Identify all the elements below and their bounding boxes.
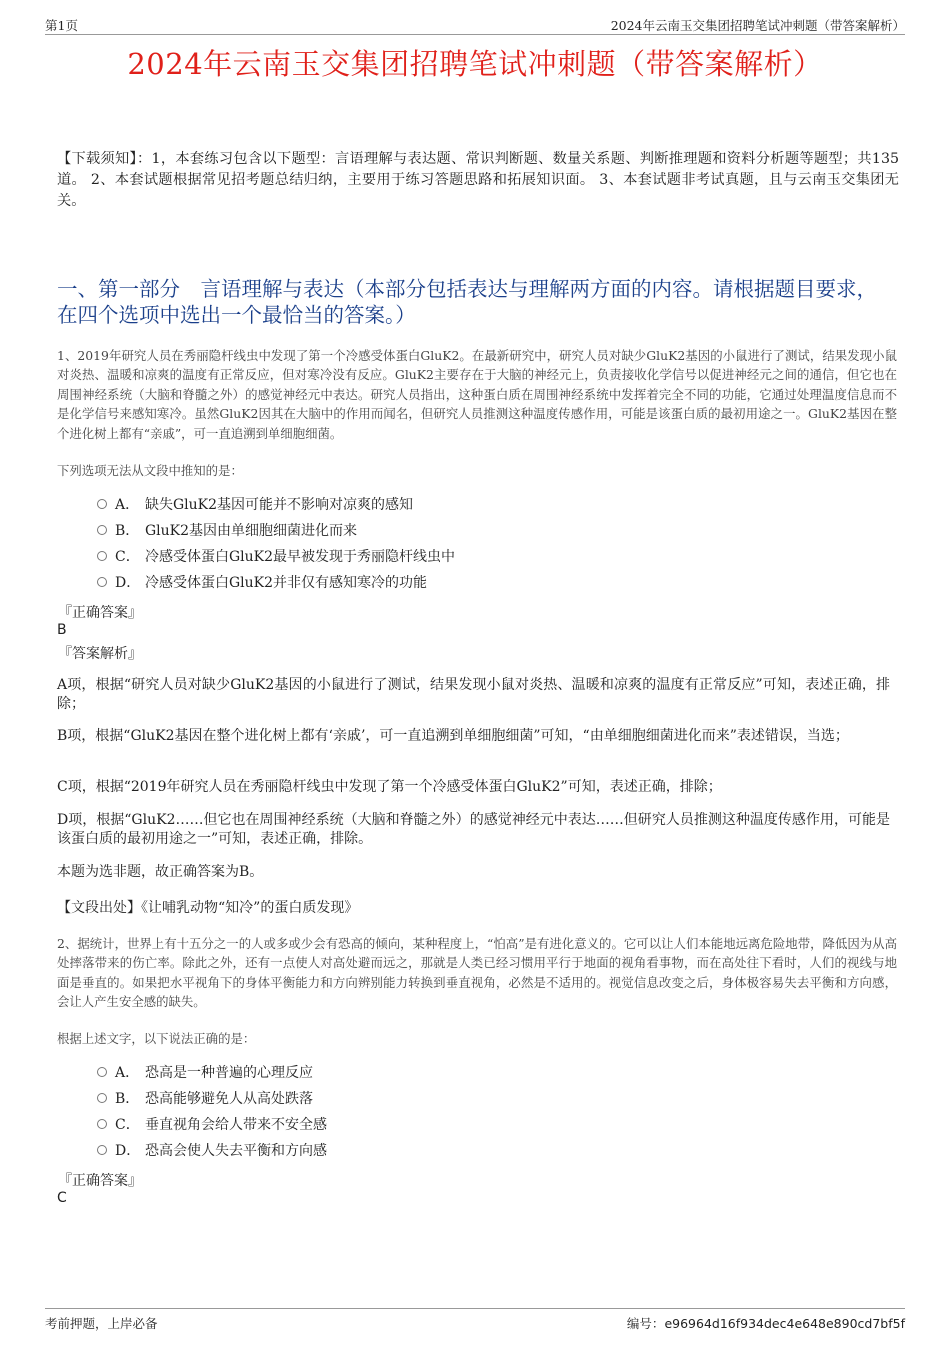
q1-passage: 1、2019年研究人员在秀丽隐杆线虫中发现了第一个冷感受体蛋白GluK2。在最新研究中，研究人员对缺少GluK2基因的小鼠进行了测试，结果发现小鼠对炎热、温暖和凉爽的温度有正常反应，但对寒冷没有反应。GluK2主要存在于大脑的神经元上，负责接收化学信号以促进神经元之间的通信，但它也在周围神经系统（大脑和脊髓之外）的感觉神经元中表达。研究人员指出，这种蛋白质在周围神经系统中发挥着完全不同的功能，它通过处理温度信息而不是化学信号来感知寒冷。虽然GluK2因其在大脑中的作用而闻名，但研究人员推测这种温度传感作用，可能是该蛋白质的最初用途之一。GluK2基因在整个进化树上都有“亲戚”，可一直追溯到单细胞细菌。 bbox=[57, 348, 897, 441]
q2-answer: C bbox=[57, 1190, 67, 1206]
q2-option-c[interactable]: C． 垂直视角会给人带来不安全感 bbox=[97, 1114, 327, 1136]
q1-option-c[interactable]: C． 冷感受体蛋白GluK2最早被发现于秀丽隐杆线虫中 bbox=[97, 546, 455, 568]
header-rule bbox=[45, 34, 905, 35]
q1-explanation-d: D项，根据“GluK2……但它也在周围神经系统（大脑和脊髓之外）的感觉神经元中表达……但研究人员推测这种温度传感作用，可能是该蛋白质的最初用途之一”可知，表述正确，排除。 bbox=[57, 812, 890, 847]
radio-icon[interactable] bbox=[97, 1145, 107, 1155]
page-number: 第1页 bbox=[45, 18, 78, 33]
radio-icon[interactable] bbox=[97, 499, 107, 509]
q1-conclusion: 本题为选非题，故正确答案为B。 bbox=[57, 864, 264, 880]
radio-icon[interactable] bbox=[97, 1093, 107, 1103]
page-title: 2024年云南玉交集团招聘笔试冲刺题（带答案解析） bbox=[127, 47, 823, 81]
q1-explanation-a: A项，根据“研究人员对缺少GluK2基因的小鼠进行了测试，结果发现小鼠对炎热、温暖和凉爽的温度有正常反应”可知，表述正确，排除； bbox=[57, 677, 890, 712]
q1-explanation-c: C项，根据“2019年研究人员在秀丽隐杆线虫中发现了第一个冷感受体蛋白GluK2”可知，表述正确，排除； bbox=[57, 779, 722, 795]
q1-option-a[interactable]: A． 缺失GluK2基因可能并不影响对凉爽的感知 bbox=[97, 494, 413, 516]
q2-option-b[interactable]: B． 恐高能够避免人从高处跌落 bbox=[97, 1088, 313, 1110]
download-notice: 【下载须知】：1，本套练习包含以下题型：言语理解与表达题、常识判断题、数量关系题、判断推理题和资料分析题等题型；共135道。 2、本套试题根据常见招考题总结归纳，主要用于练习答题思路和拓展知识面。 3、本套试题非考试真题，且与云南玉交集团无关。 bbox=[57, 151, 899, 209]
section-heading: 一、第一部分 言语理解与表达（本部分包括表达与理解两方面的内容。请根据题目要求，在四个选项中选出一个最恰当的答案。） bbox=[57, 277, 877, 327]
q1-analysis-label: 『答案解析』 bbox=[58, 646, 142, 662]
q2-prompt: 根据上述文字，以下说法正确的是： bbox=[57, 1031, 256, 1046]
q1-explanation-b: B项，根据“GluK2基因在整个进化树上都有‘亲戚’，可一直追溯到单细胞细菌”可知，“由单细胞细菌进化而来”表述错误，当选； bbox=[57, 728, 849, 744]
radio-icon[interactable] bbox=[97, 551, 107, 561]
footer-slogan: 考前押题，上岸必备 bbox=[45, 1316, 158, 1331]
footer-code: 编号：e96964d16f934dec4e648e890cd7bf5f bbox=[626, 1316, 905, 1331]
header-doc-title: 2024年云南玉交集团招聘笔试冲刺题（带答案解析） bbox=[610, 18, 905, 33]
q1-option-d[interactable]: D． 冷感受体蛋白GluK2并非仅有感知寒冷的功能 bbox=[97, 572, 427, 594]
radio-icon[interactable] bbox=[97, 525, 107, 535]
q2-option-d[interactable]: D． 恐高会使人失去平衡和方向感 bbox=[97, 1140, 327, 1162]
q1-answer-label: 『正确答案』 bbox=[58, 605, 142, 621]
q1-answer: B bbox=[57, 622, 67, 638]
q2-option-a[interactable]: A． 恐高是一种普遍的心理反应 bbox=[97, 1062, 313, 1084]
radio-icon[interactable] bbox=[97, 1067, 107, 1077]
footer-rule bbox=[45, 1308, 905, 1309]
radio-icon[interactable] bbox=[97, 577, 107, 587]
q2-answer-label: 『正确答案』 bbox=[58, 1173, 142, 1189]
q1-prompt: 下列选项无法从文段中推知的是： bbox=[57, 463, 243, 478]
q2-passage: 2、据统计，世界上有十五分之一的人或多或少会有恐高的倾向，某种程度上，“怕高”是有进化意义的。它可以让人们本能地远离危险地带，降低因为从高处摔落带来的伤亡率。除此之外，还有一点使人对高处避而远之，那就是人类已经习惯用平行于地面的视角看事物，而在高处往下看时，人们的视线与地面是垂直的。如果把水平视角下的身体平衡能力和方向辨别能力转换到垂直视角，必然是不适用的。视觉信息改变之后，身体极容易失去平衡和方向感，会让人产生安全感的缺失。 bbox=[57, 936, 897, 1010]
q1-source: 【文段出处】《让哺乳动物“知冷”的蛋白质发现》 bbox=[57, 900, 359, 916]
q1-option-b[interactable]: B． GluK2基因由单细胞细菌进化而来 bbox=[97, 520, 357, 542]
radio-icon[interactable] bbox=[97, 1119, 107, 1129]
